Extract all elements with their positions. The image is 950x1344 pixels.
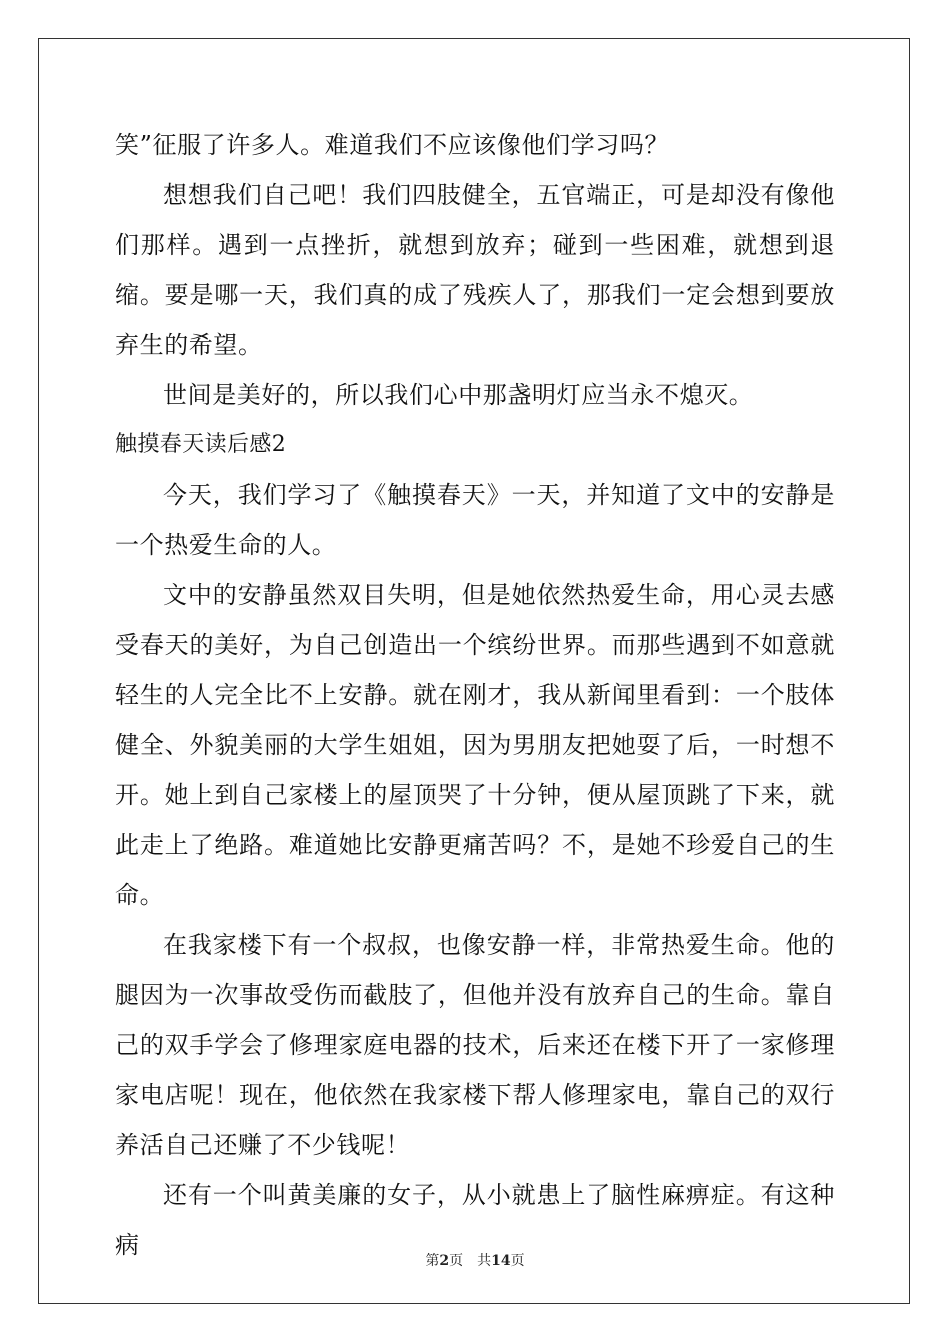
page-suffix: 页 — [449, 1253, 464, 1269]
paragraph-5: 文中的安静虽然双目失明，但是她依然热爱生命，用心灵去感受春天的美好，为自己创造出一个缤纷世界。而那些遇到不如意就轻生的人完全比不上安静。就在刚才，我从新闻里看到：一个肢体健全、外貌美丽的大学生姐姐，因为男朋友把她耍了后，一时想不开。她上到自己家楼上的屋顶哭了十分钟，便从屋顶跳了下来，就此走上了绝路。难道她比安静更痛苦吗？不，是她不珍爱自己的生命。 — [115, 581, 835, 909]
document-body — [115, 120, 835, 1270]
paragraph-2: 想想我们自己吧！我们四肢健全，五官端正，可是却没有像他们那样。遇到一点挫折，就想到放弃；碰到一些困难，就想到退缩。要是哪一天，我们真的成了残疾人了，那我们一定会想到要放弃生的希望。 — [115, 181, 835, 359]
paragraph-3: 世间是美好的，所以我们心中那盏明灯应当永不熄灭。 — [163, 381, 754, 409]
page-prefix: 第 — [425, 1253, 440, 1269]
paragraph-6: 在我家楼下有一个叔叔，也像安静一样，非常热爱生命。他的腿因为一次事故受伤而截肢了，但他并没有放弃自己的生命。靠自己的双手学会了修理家庭电器的技术，后来还在楼下开了一家修理家电店呢！现在，他依然在我家楼下帮人修理家电，靠自己的双行养活自己还赚了不少钱呢！ — [115, 931, 835, 1159]
paragraph-4: 今天，我们学习了《触摸春天》一天，并知道了文中的安静是一个热爱生命的人。 — [115, 481, 835, 559]
paragraph-7: 还有一个叫黄美廉的女子，从小就患上了脑性麻痹症。有这种病 — [115, 1181, 835, 1259]
total-prefix: 共 — [477, 1253, 492, 1269]
page-current: 2 — [439, 1253, 450, 1269]
section-heading: 触摸春天读后感2 — [115, 432, 287, 457]
page-footer — [0, 1250, 950, 1270]
total-suffix: 页 — [510, 1253, 525, 1269]
paragraph-1: 笑”征服了许多人。难道我们不应该像他们学习吗？ — [115, 131, 670, 159]
page-total: 14 — [491, 1253, 511, 1269]
